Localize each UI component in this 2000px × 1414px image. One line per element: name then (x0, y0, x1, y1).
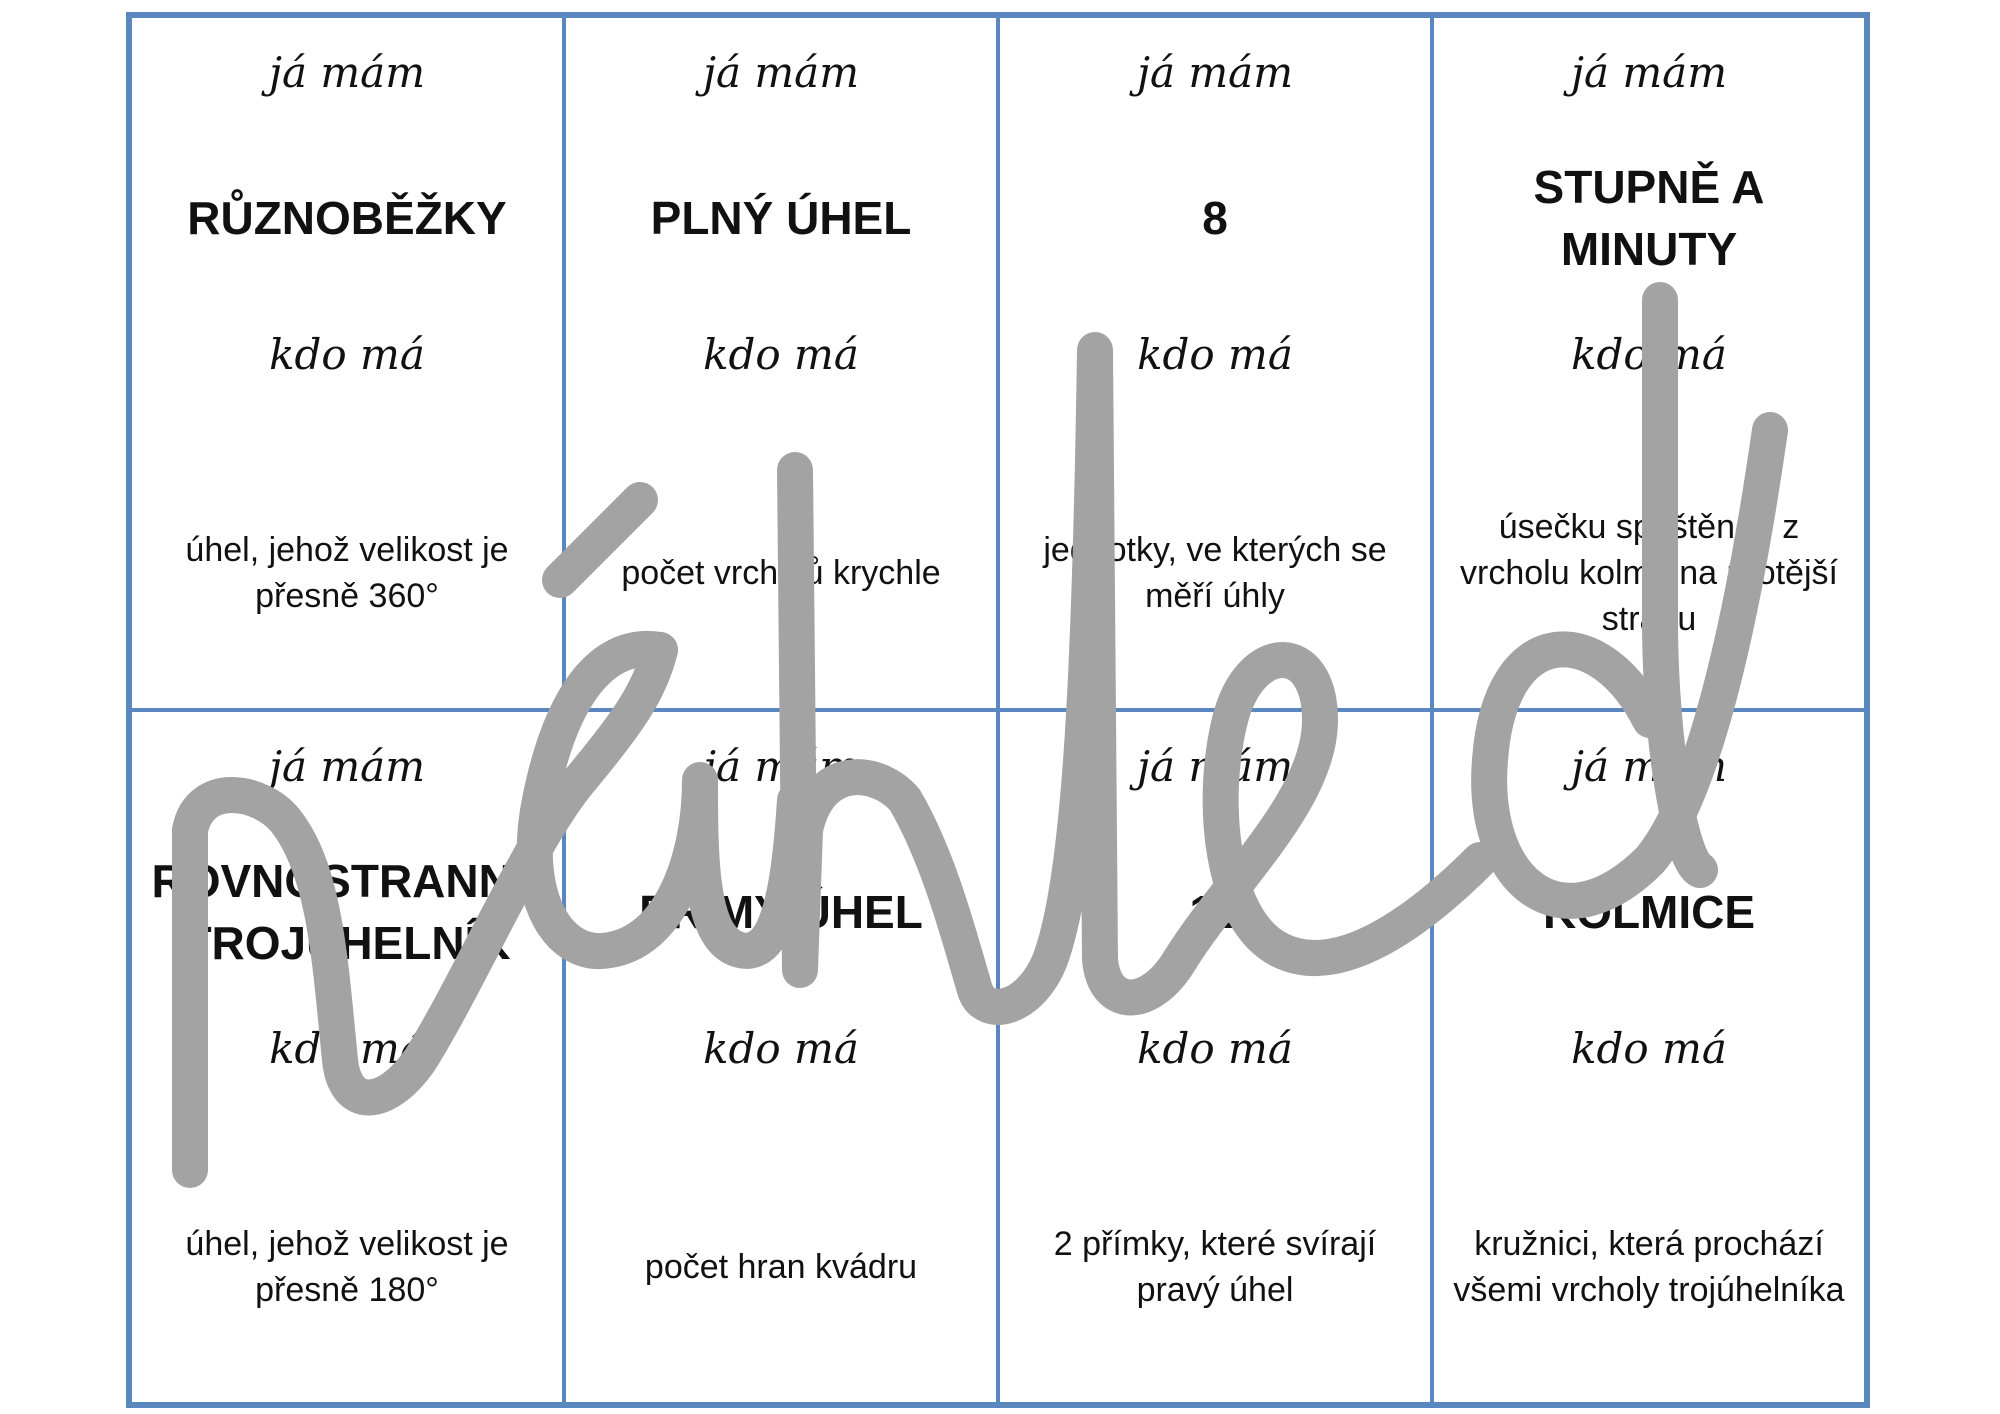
card-term: RŮZNOBĚŽKY (187, 192, 507, 244)
card-4 (1432, 16, 1866, 710)
card-question: 2 přímky, které svírají pravý úhel (1053, 1225, 1377, 1309)
card-term: STUPNĚ A MINUTY (1533, 161, 1765, 275)
card-question: úsečku spuštěnou z vrcholu kolmo na protější stranu (1460, 508, 1838, 638)
kdo-ma-label: kdo má (269, 330, 425, 379)
card-term: 8 (1202, 192, 1228, 244)
card-sheet (126, 12, 1870, 1408)
kdo-ma-label: kdo má (1137, 1024, 1293, 1073)
card-8 (1432, 710, 1866, 1404)
kdo-ma-label: kdo má (269, 1024, 425, 1073)
card-5 (130, 710, 564, 1404)
card-question: úhel, jehož velikost je přesně 360° (185, 531, 509, 615)
ja-mam-label: já mám (702, 742, 860, 791)
ja-mam-label: já mám (1136, 48, 1294, 97)
card-term: 12 (1189, 886, 1241, 938)
card-question: jednotky, ve kterých se měří úhly (1043, 531, 1387, 615)
ja-mam-label: já mám (1136, 742, 1294, 791)
ja-mam-label: já mám (1570, 742, 1728, 791)
kdo-ma-label: kdo má (1137, 330, 1293, 379)
ja-mam-label: já mám (268, 48, 426, 97)
card-term: PŘÍMÝ ÚHEL (639, 886, 923, 938)
card-3 (998, 16, 1432, 710)
kdo-ma-label: kdo má (703, 1024, 859, 1073)
card-term: KOLMICE (1542, 886, 1756, 938)
card-question: počet hran kvádru (644, 1248, 918, 1286)
ja-mam-label: já mám (1570, 48, 1728, 97)
kdo-ma-label: kdo má (1571, 1024, 1727, 1073)
card-term: PLNÝ ÚHEL (650, 192, 912, 244)
card-question: kružnici, která prochází všemi vrcholy trojúhelníka (1453, 1225, 1845, 1309)
card-7 (998, 710, 1432, 1404)
card-question: počet vrcholů krychle (621, 554, 941, 592)
card-term: ROVNOSTRANNÝ TROJÚHELNÍK (151, 855, 543, 969)
ja-mam-label: já mám (702, 48, 860, 97)
card-6 (564, 710, 998, 1404)
ja-mam-label: já mám (268, 742, 426, 791)
card-1 (130, 16, 564, 710)
card-question: úhel, jehož velikost je přesně 180° (185, 1225, 509, 1309)
kdo-ma-label: kdo má (703, 330, 859, 379)
kdo-ma-label: kdo má (1571, 330, 1727, 379)
card-2 (564, 16, 998, 710)
